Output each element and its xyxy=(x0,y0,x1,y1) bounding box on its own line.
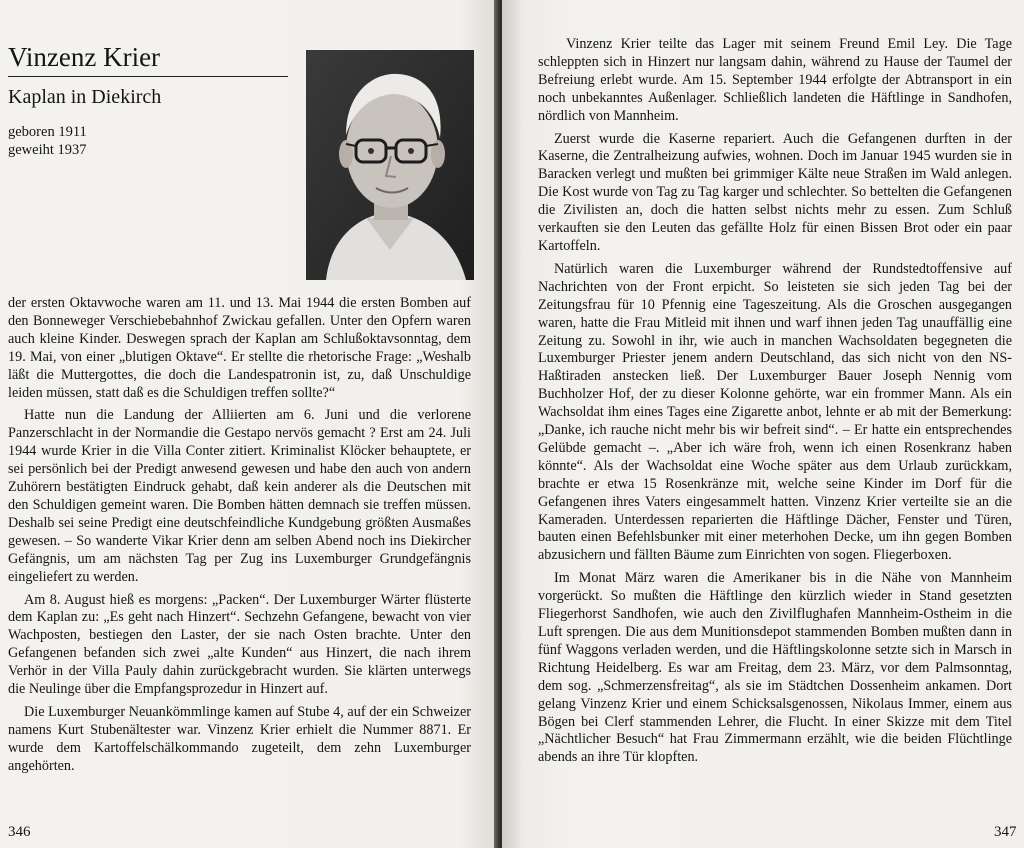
right-page-text xyxy=(538,36,1012,772)
ordination-year: geweiht 1937 xyxy=(8,142,87,158)
paragraph: der ersten Oktavwoche waren am 11. und 13. Mai 1944 die ersten Bomben auf den Bonneweger Verschiebebahnhof Zwickau gefallen. Unter den Opfern waren auch kleine Kinder. Deswegen sprach der Kaplan am Schlußoktavsonntag, dem 19. Mai, von einer „blutigen Oktave“. Er stellte die rhetorische Frage: „Weshalb läßt die Muttergottes, die doch die Landespatronin ist, zu, daß Unschuldige leiden müssen, statt daß es die Schuldigen treffen sollte?“ xyxy=(8,295,471,401)
title-rule xyxy=(8,76,288,77)
paragraph: Am 8. August hieß es morgens: „Packen“. Der Luxemburger Wärter flüsterte dem Kaplan zu: „Es geht nach Hinzert“. Sechzehn Gefangene, bewacht von vier Wachposten, bestiegen den Laster, der sie nach Osten brachte. Unter den Gefangenen befanden sich zwei „alte Kunden“ aus Hinzert, die nach ihrem Verhör in der Villa Pauly dahin zurückgebracht wurden. Sie klärten unterwegs die Neulinge über die Empfangsprozedur in Hinzert auf. xyxy=(8,591,471,698)
paragraph: Hatte nun die Landung der Alliierten am 6. Juni und die verlorene Panzerschlacht in der Normandie die Gestapo nervös gemacht ? Erst am 24. Juli 1944 wurde Krier in die Villa Conter zitiert. Kriminalist Klöcker behauptete, er sei persönlich bei der Predigt anwesend gewesen und habe den auch von andern Zuhörern bestätigten Eindruck gehabt, daß kein anderer als die Deutschen mit den Schuldigen gemeint waren. Die Bomben hätten demnach sie treffen müssen. Deshalb sei seine Predigt eine deutschfeindliche Kundgebung größten Ausmaßes gewesen. – So wanderte Vikar Krier denn am selben Abend noch ins Diekircher Gefängnis, um am nächsten Tag per Zug ins Luxemburger Grundgefängnis eingeliefert zu werden. xyxy=(8,407,471,585)
paragraph: Natürlich waren die Luxemburger während der Rundstedtoffensive auf Nachrichten von der Front erpicht. So leisteten sie sich jeden Tag bei der Zeitungsfrau für 10 Pfennig eine Tageszeitung. Als die Groschen ausgegangen waren, hatte die Frau Mitleid mit ihnen und warf ihnen jeden Tag unauffällig eine Zeitung zu. Sowohl in ihr, wie auch in manchen Wachsoldaten begegneten die Luxemburger Priester jenem andern Deutschland, das sich nicht von den NS-Haßtiraden anstecken ließ. Der Luxemburger Bauer Joseph Nennig vom Buchholzer Hof, der zu dieser Kolonne gehörte, war ein frommer Mann. Als ein Wachsoldat ihm eines Tages eine Zigarette anbot, lehnte er ab mit der Bemerkung: „Danke, ich rauche nicht mehr bis wir befreit sind“. – Er hatte ein entsprechendes Gelübde gemacht –. „Aber ich wäre froh, wenn ich einen Rosenkranz haben könnte“. Als der Wachsoldat eine Woche später aus dem Urlaub zurückkam, brachte er etwa 15 Rosenkränze mit, welche seine Kinder im Dorf für die Gefangenen ihres Vaters eingesammelt hatten. Vinzenz Krier verteilte sie an die Kameraden. Unterdessen reparierten die Häftlinge Dächer, Fenster und Türen, bauten einen Befehlsbunker mit einer meterhohen Decke, um ihn gegen Bomben abzusichern und fällten Bäume zum Einrichten von sogen. Fliegerboxen. xyxy=(538,260,1012,564)
portrait-photo xyxy=(306,50,474,280)
chapter-title: Vinzenz Krier xyxy=(8,42,161,72)
chapter-subtitle: Kaplan in Diekirch xyxy=(8,86,162,108)
left-page-text xyxy=(8,295,471,781)
left-page xyxy=(0,0,500,848)
birth-year: geboren 1911 xyxy=(8,124,87,140)
page-number-left: 346 xyxy=(8,824,31,840)
page-number-right: 347 xyxy=(994,824,1017,840)
paragraph: Die Luxemburger Neuankömmlinge kamen auf Stube 4, auf der ein Schweizer namens Kurt Stubenältester war. Vinzenz Krier erhielt die Nummer 8871. Er wurde dem Kartoffelschälkommando zugeteilt, dem zehn Luxemburger angehörten. xyxy=(8,703,471,774)
paragraph: Zuerst wurde die Kaserne repariert. Auch die Gefangenen durften in der Kaserne, die Zentralheizung aufwies, wohnen. Doch im Januar 1945 wurden sie in Baracken verlegt und mußten bei grimmiger Kälte neue Straßen im Wald anlegen. Die Kost wurde von Tag zu Tag karger und schlechter. So bettelten die Gefangenen die Zivilisten an, doch die hatten selbst nichts mehr zu essen. Zum Schluß verkauften sie den Leuten das gefällte Holz für einen Bissen Brot oder ein paar Kartoffeln. xyxy=(538,130,1012,254)
paragraph: Im Monat März waren die Amerikaner bis in die Nähe von Mannheim vorgerückt. So mußten die Häftlinge den kürzlich wieder in Stand gesetzten Fliegerhorst Sandhofen, wie auch den Zivilflughafen Mannheim-Ostheim in die Luft sprengen. Die aus dem Munitionsdepot stammenden Bomben mußten dann in fünf Waggons verladen werden, und die Häftlingskolonne setzte sich in Marsch in Richtung Heidelberg. Es war am Freitag, dem 23. März, vor dem Palmsonntag, dem sog. „Schmerzensfreitag“, als sie im Städtchen Dossenheim ankamen. Dort gelang Vinzenz Krier und einem Schicksalsgenossen, Nikolaus Immer, einem aus Bögen bei Clerf stammenden Lehrer, die Flucht. In einer Skizze mit dem Titel „Nächtlicher Besuch“ hat Frau Zimmermann erzählt, wie die beiden Flüchtlinge abends an ihre Tür klopften. xyxy=(538,570,1012,766)
biography-meta xyxy=(8,123,87,159)
paragraph: Vinzenz Krier teilte das Lager mit seinem Freund Emil Ley. Die Tage schleppten sich in Hinzert nur langsam dahin, während zu Hause der Taumel der Befreiung erlebt wurde. Am 15. September 1944 erfolgte der Abtransport in ein noch unbekanntes Außenlager. Schließlich landeten die Häftlinge in Sandhofen, nördlich von Mannheim. xyxy=(538,36,1012,124)
